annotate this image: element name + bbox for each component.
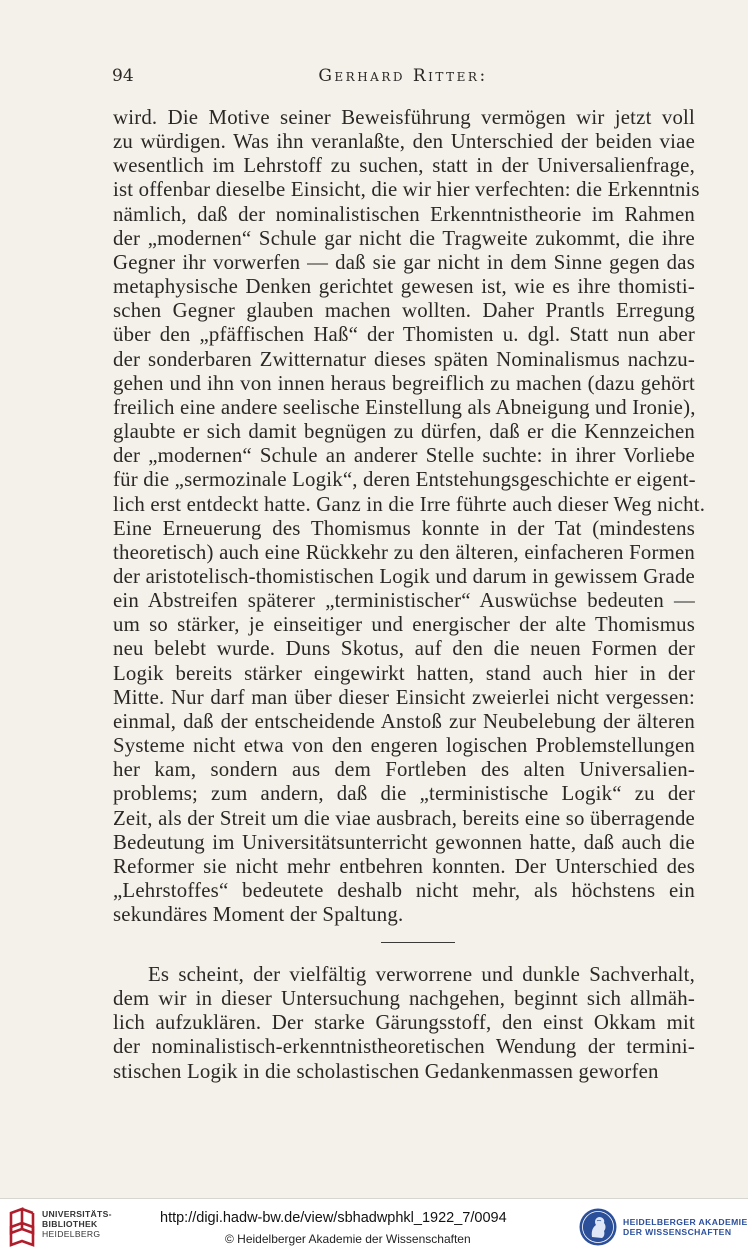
text-line: stischen Logik in die scholastischen Gedankenmassen geworfen bbox=[113, 1059, 659, 1083]
footer-bar bbox=[0, 1198, 748, 1255]
permalink-url[interactable]: http://digi.hadw-bw.de/view/sbhadwphkl_1922_7/0094 bbox=[160, 1210, 507, 1226]
text-line: ein Abstreifen späterer „terministischer“ Auswüchse bedeuten — bbox=[113, 589, 695, 613]
text-line: dem wir in dieser Untersuchung nachgehen, beginnt sich allmäh- bbox=[113, 987, 695, 1011]
text-line: lich erst entdeckt hatte. Ganz in die Irre führte auch dieser Weg nicht. bbox=[113, 492, 706, 516]
text-line: „Lehrstoffes“ bedeutete deshalb nicht mehr, als höchstens ein bbox=[113, 879, 695, 902]
text-line: wesentlich im Lehrstoff zu suchen, statt in der Universalienfrage, bbox=[113, 154, 695, 178]
library-name-line: BIBLIOTHEK bbox=[42, 1219, 98, 1229]
text-line: lich aufzuklären. Der starke Gärungsstoff, den einst Okkam mit bbox=[113, 1011, 695, 1035]
text-line: schen Gegner glauben machen wollten. Daher Prantls Erregung bbox=[113, 299, 695, 323]
text-line: neu belebt wurde. Duns Skotus, auf den die neuen Formen der bbox=[113, 637, 695, 661]
text-line: freilich eine andere seelische Einstellung als Abneigung und Ironie), bbox=[113, 395, 696, 419]
page-number: 94 bbox=[112, 66, 134, 86]
text-line: Gegner ihr vorwerfen — daß sie gar nicht in dem Sinne gegen das bbox=[113, 250, 695, 274]
text-line: glaubte er sich damit begnügen zu dürfen, daß er die Kennzeichen bbox=[113, 420, 695, 444]
text-line: Mitte. Nur darf man über dieser Einsicht zweierlei nicht vergessen: bbox=[113, 685, 695, 709]
section-divider bbox=[381, 942, 455, 943]
text-line: zu würdigen. Was ihn veranlaßte, den Unterschied der beiden viae bbox=[113, 130, 695, 154]
text-line: um so stärker, je einseitiger und energischer der alte Thomismus bbox=[113, 613, 695, 637]
running-head bbox=[112, 66, 694, 90]
text-line: wird. Die Motive seiner Beweisführung vermögen wir jetzt voll bbox=[113, 106, 695, 129]
text-line: der „modernen“ Schule an anderer Stelle suchte: in ihrer Vorliebe bbox=[113, 444, 695, 468]
academy-name-line: HEIDELBERGER AKADEMIE bbox=[623, 1217, 748, 1227]
text-line: Eine Erneuerung des Thomismus konnte in der Tat (mindestens bbox=[113, 516, 695, 540]
text-line: Systeme nicht etwa von den engeren logischen Problemstellungen bbox=[113, 734, 695, 758]
text-line: Es scheint, der vielfältig verworrene und dunkle Sachverhalt, bbox=[148, 963, 695, 986]
text-line: ist offenbar dieselbe Einsicht, die wir hier verfechten: die Erkenntnis bbox=[113, 178, 700, 202]
text-line: der nominalistisch-erkenntnistheoretischen Wendung der termini- bbox=[113, 1035, 695, 1059]
text-line: einmal, daß der entscheidende Anstoß zur Neubelebung der älteren bbox=[113, 709, 695, 733]
text-line: der aristotelisch-thomistischen Logik und darum in gewissem Grade bbox=[113, 564, 695, 588]
text-line: gehen und ihn von innen heraus begreiflich zu machen (dazu gehört bbox=[113, 371, 695, 395]
text-line: her kam, sondern aus dem Fortleben des alten Universalien- bbox=[113, 758, 695, 782]
paragraph-1 bbox=[113, 106, 706, 927]
text-line: der „modernen“ Schule gar nicht die Tragweite zukommt, die ihre bbox=[113, 226, 695, 250]
text-line: über den „pfäffischen Haß“ der Thomisten u. dgl. Statt nun aber bbox=[113, 323, 695, 347]
academy-name-line: DER WISSENSCHAFTEN bbox=[623, 1227, 732, 1237]
text-line: für die „sermozinale Logik“, deren Entstehungsgeschichte er eigent- bbox=[113, 468, 696, 492]
text-line: problems; zum andern, daß die „terministische Logik“ zu der bbox=[113, 782, 695, 806]
text-line: der sonderbaren Zwitternatur dieses späten Nominalismus nachzu- bbox=[113, 347, 695, 371]
text-line: metaphysische Denken gerichtet gewesen ist, wie es ihre thomisti- bbox=[113, 275, 695, 299]
text-line: sekundäres Moment der Spaltung. bbox=[113, 903, 404, 927]
text-line: Bedeutung im Universitätsunterricht gewonnen hatte, daß auch die bbox=[113, 830, 695, 854]
text-line: Reformer sie nicht mehr entbehren konnten. Der Unterschied des bbox=[113, 854, 695, 878]
library-name-line: UNIVERSITÄTS- bbox=[42, 1209, 112, 1219]
text-line: Zeit, als der Streit um die viae ausbrach, bereits eine so überragende bbox=[113, 806, 695, 830]
academy-seal-icon[interactable] bbox=[578, 1207, 618, 1247]
copyright-notice: © Heidelberger Akademie der Wissenschaften bbox=[225, 1232, 471, 1246]
academy-name bbox=[623, 1217, 748, 1237]
running-title: Gerhard Ritter: bbox=[318, 66, 488, 86]
library-name-line: HEIDELBERG bbox=[42, 1229, 101, 1239]
university-library-logo-icon[interactable] bbox=[8, 1207, 36, 1247]
university-library-name bbox=[42, 1209, 112, 1239]
text-line: nämlich, daß der nominalistischen Erkenntnistheorie im Rahmen bbox=[113, 202, 695, 226]
text-line: Logik bereits stärker eingewirkt hatten, stand auch hier in der bbox=[113, 661, 695, 685]
text-line: theoretisch) auch eine Rückkehr zu den älteren, einfacheren Formen bbox=[113, 540, 695, 564]
paragraph-2 bbox=[113, 963, 695, 1084]
